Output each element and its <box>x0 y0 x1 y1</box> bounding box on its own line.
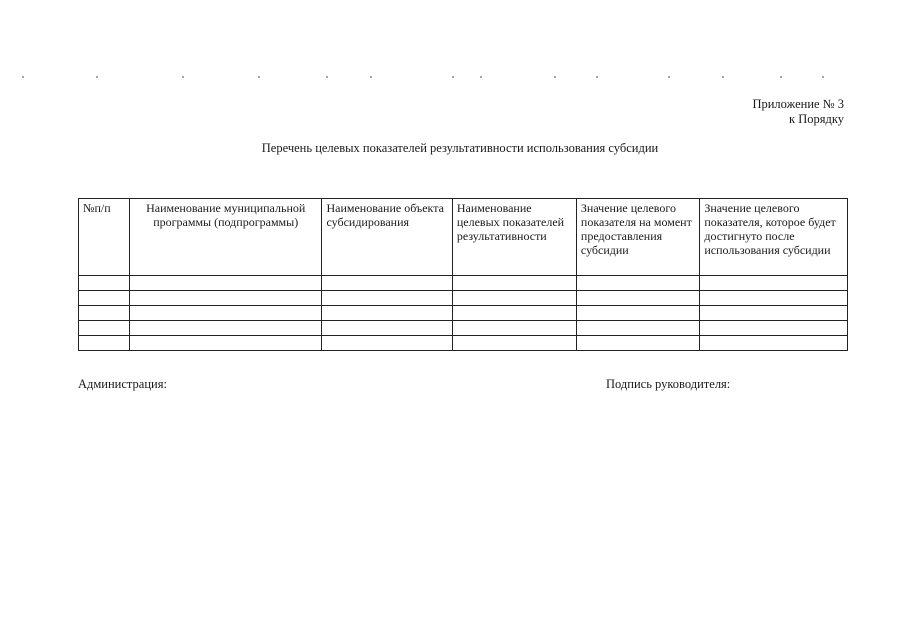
table-cell <box>700 336 848 351</box>
table-cell <box>576 291 699 306</box>
table-cell <box>79 321 130 336</box>
table-cell <box>79 306 130 321</box>
indicators-table <box>78 198 848 351</box>
header-subsidy-object: Наименование объекта субсидирования <box>322 199 452 276</box>
header-row-number: №п/п <box>79 199 130 276</box>
table-cell <box>700 291 848 306</box>
table-cell <box>576 276 699 291</box>
table-cell <box>576 306 699 321</box>
table-cell <box>79 336 130 351</box>
table-cell <box>452 306 576 321</box>
table-cell <box>322 291 452 306</box>
table-cell <box>700 276 848 291</box>
table-cell <box>129 336 322 351</box>
table-cell <box>322 306 452 321</box>
scan-artifact-line <box>22 76 842 80</box>
table-cell <box>322 276 452 291</box>
scan-dot <box>258 76 260 78</box>
table-row <box>79 276 848 291</box>
head-signature-label: Подпись руководителя: <box>606 377 731 391</box>
table-cell <box>576 336 699 351</box>
table-cell <box>129 321 322 336</box>
appendix-number: Приложение № 3 <box>752 97 844 111</box>
table-row <box>79 321 848 336</box>
scan-dot <box>182 76 184 78</box>
header-indicator-names: Наименование целевых показателей результативности <box>452 199 576 276</box>
scan-dot <box>780 76 782 78</box>
scan-dot <box>722 76 724 78</box>
scan-dot <box>480 76 482 78</box>
table-cell <box>322 321 452 336</box>
scan-dot <box>596 76 598 78</box>
table-cell <box>129 276 322 291</box>
table-cell <box>79 291 130 306</box>
table-cell <box>452 276 576 291</box>
table-cell <box>322 336 452 351</box>
header-program-name: Наименование муниципальной программы (подпрограммы) <box>129 199 322 276</box>
table-header-row <box>79 199 848 276</box>
table-cell <box>129 306 322 321</box>
document-title: Перечень целевых показателей результативности использования субсидии <box>261 141 659 155</box>
table-cell <box>700 321 848 336</box>
table-cell <box>452 291 576 306</box>
header-value-at-grant: Значение целевого показателя на момент предоставления субсидии <box>576 199 699 276</box>
scan-dot <box>822 76 824 78</box>
scan-dot <box>452 76 454 78</box>
table-cell <box>79 276 130 291</box>
scan-dot <box>668 76 670 78</box>
scan-dot <box>22 76 24 78</box>
scan-dot <box>96 76 98 78</box>
table-row <box>79 291 848 306</box>
appendix-reference <box>752 97 844 127</box>
header-value-after-use: Значение целевого показателя, которое будет достигнуто после использования субсидии <box>700 199 848 276</box>
table-row <box>79 336 848 351</box>
scan-dot <box>554 76 556 78</box>
table-cell <box>129 291 322 306</box>
table-cell <box>576 321 699 336</box>
table-cell <box>452 321 576 336</box>
appendix-order-ref: к Порядку <box>789 112 844 126</box>
administration-label: Администрация: <box>78 377 167 391</box>
scan-dot <box>326 76 328 78</box>
scan-dot <box>370 76 372 78</box>
table-cell <box>700 306 848 321</box>
table-cell <box>452 336 576 351</box>
table-row <box>79 306 848 321</box>
